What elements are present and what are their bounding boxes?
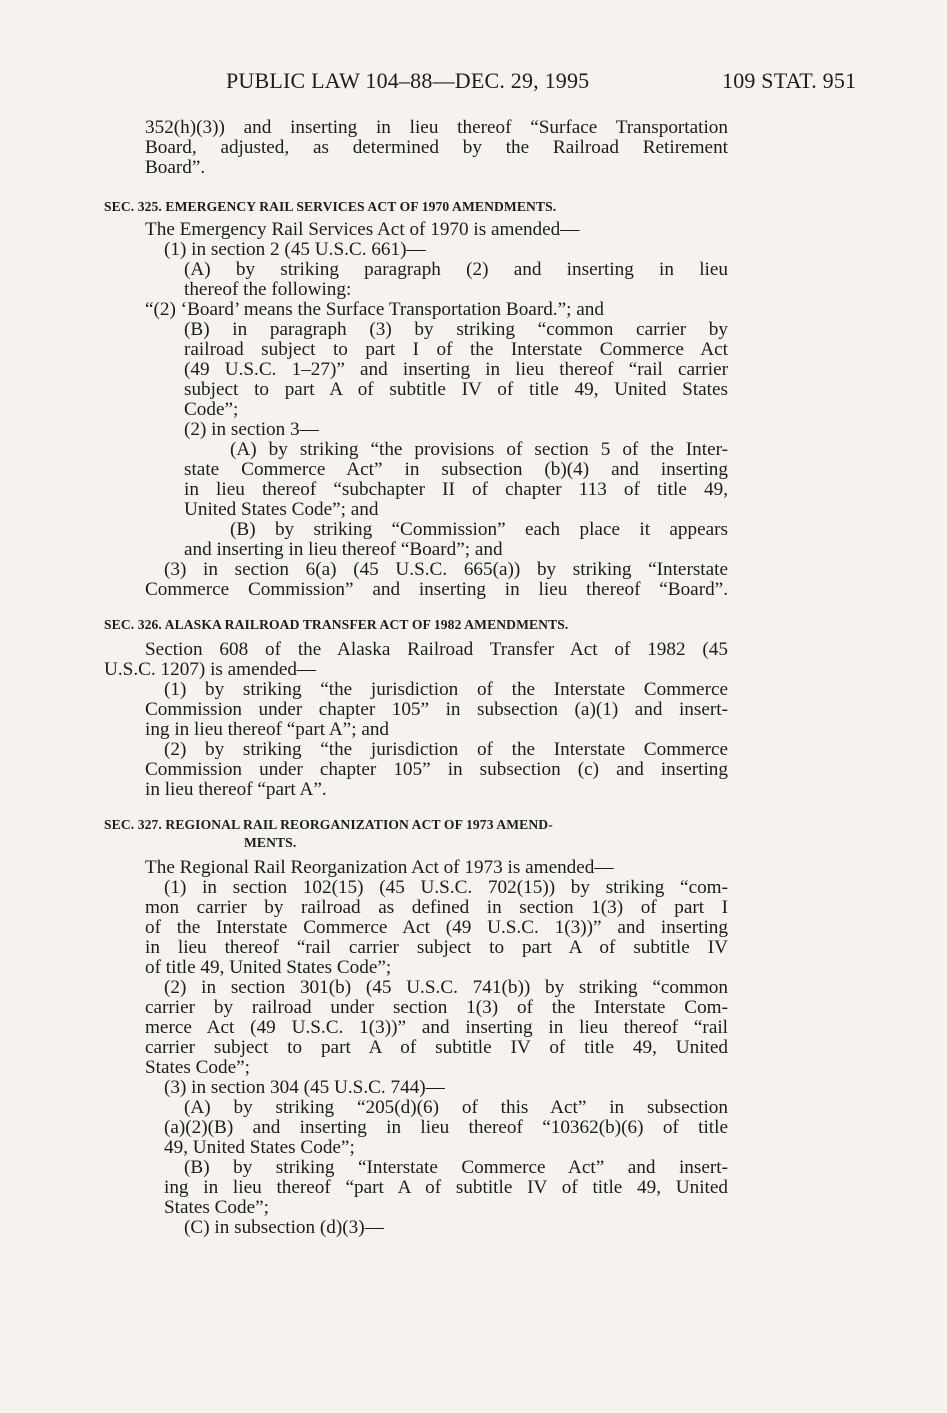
text-line: railroad subject to part I of the Interstate Commerce Act [184,339,728,360]
section-heading-325: SEC. 325. EMERGENCY RAIL SERVICES ACT OF 1970 AMENDMENTS. [104,199,557,214]
text-line: (A) by striking “the provisions of section 5 of the Inter- [230,439,728,460]
text-line: (1) in section 102(15) (45 U.S.C. 702(15)) by striking “com- [164,877,728,898]
text-line: United States Code”; and [184,499,379,520]
text-line: carrier by railroad under section 1(3) of the Interstate Com- [145,997,728,1018]
text-line: in lieu thereof “subchapter II of chapter 113 of title 49, [184,479,728,500]
text-line: (a)(2)(B) and inserting in lieu thereof “10362(b)(6) of title [164,1117,728,1138]
text-line: Commerce Commission” and inserting in lieu thereof “Board”. [145,579,728,600]
text-line: (3) in section 304 (45 U.S.C. 744)— [164,1077,445,1098]
text-line: ing in lieu thereof “part A”; and [145,719,390,740]
text-line: (B) by striking “Commission” each place it appears [230,519,728,540]
text-line: (2) in section 3— [184,419,319,440]
text-line: (C) in subsection (d)(3)— [184,1217,384,1238]
text-line: (49 U.S.C. 1–27)” and inserting in lieu thereof “rail carrier [184,359,728,380]
text-line: of title 49, United States Code”; [145,957,392,978]
text-line: Code”; [184,399,239,420]
section-heading-326: SEC. 326. ALASKA RAILROAD TRANSFER ACT OF 1982 AMENDMENTS. [104,617,569,632]
text-line: carrier subject to part A of subtitle IV of title 49, United [145,1037,728,1058]
text-line: 352(h)(3)) and inserting in lieu thereof “Surface Transportation [145,117,728,138]
text-line: subject to part A of subtitle IV of title 49, United States [184,379,728,400]
running-head [0,68,947,104]
text-line: States Code”; [164,1197,269,1218]
text-line: thereof the following: [184,279,352,300]
section-heading-327-continued: MENTS. [244,835,297,850]
text-line: of the Interstate Commerce Act (49 U.S.C. 1(3))” and inserting [145,917,728,938]
text-line: state Commerce Act” in subsection (b)(4) and inserting [184,459,728,480]
text-line: (3) in section 6(a) (45 U.S.C. 665(a)) by striking “Interstate [164,559,728,580]
text-line: (A) by striking “205(d)(6) of this Act” in subsection [184,1097,728,1118]
text-line: mon carrier by railroad as defined in section 1(3) of part I [145,897,728,918]
text-line: (A) by striking paragraph (2) and inserting in lieu [184,259,728,280]
text-line: in lieu thereof “rail carrier subject to part A of subtitle IV [145,937,728,958]
text-line: U.S.C. 1207) is amended— [104,659,317,680]
text-line: “(2) ‘Board’ means the Surface Transportation Board.”; and [145,299,604,320]
text-line: (1) by striking “the jurisdiction of the Interstate Commerce [164,679,728,700]
text-line: (2) by striking “the jurisdiction of the Interstate Commerce [164,739,728,760]
text-line: The Emergency Rail Services Act of 1970 is amended— [145,219,580,240]
text-line: The Regional Rail Reorganization Act of 1973 is amended— [145,857,614,878]
text-line: States Code”; [145,1057,250,1078]
text-line: Commission under chapter 105” in subsection (a)(1) and insert- [145,699,728,720]
text-line: 49, United States Code”; [164,1137,355,1158]
text-line: (B) in paragraph (3) by striking “common carrier by [184,319,728,340]
statute-page-number: 109 STAT. 951 [722,68,857,93]
text-line: in lieu thereof “part A”. [145,779,327,800]
text-line: Commission under chapter 105” in subsection (c) and inserting [145,759,728,780]
text-line: (B) by striking “Interstate Commerce Act” and insert- [184,1157,728,1178]
text-line: (2) in section 301(b) (45 U.S.C. 741(b)) by striking “common [164,977,728,998]
public-law-title: PUBLIC LAW 104–88—DEC. 29, 1995 [226,68,590,93]
section-heading-327: SEC. 327. REGIONAL RAIL REORGANIZATION ACT OF 1973 AMEND- [104,817,553,832]
text-line: Section 608 of the Alaska Railroad Transfer Act of 1982 (45 [145,639,728,660]
text-line: and inserting in lieu thereof “Board”; and [184,539,503,560]
text-line: Board”. [145,157,206,178]
text-line: (1) in section 2 (45 U.S.C. 661)— [164,239,426,260]
text-line: merce Act (49 U.S.C. 1(3))” and inserting in lieu thereof “rail [145,1017,728,1038]
text-line: Board, adjusted, as determined by the Railroad Retirement [145,137,728,158]
text-line: ing in lieu thereof “part A of subtitle IV of title 49, United [164,1177,728,1198]
